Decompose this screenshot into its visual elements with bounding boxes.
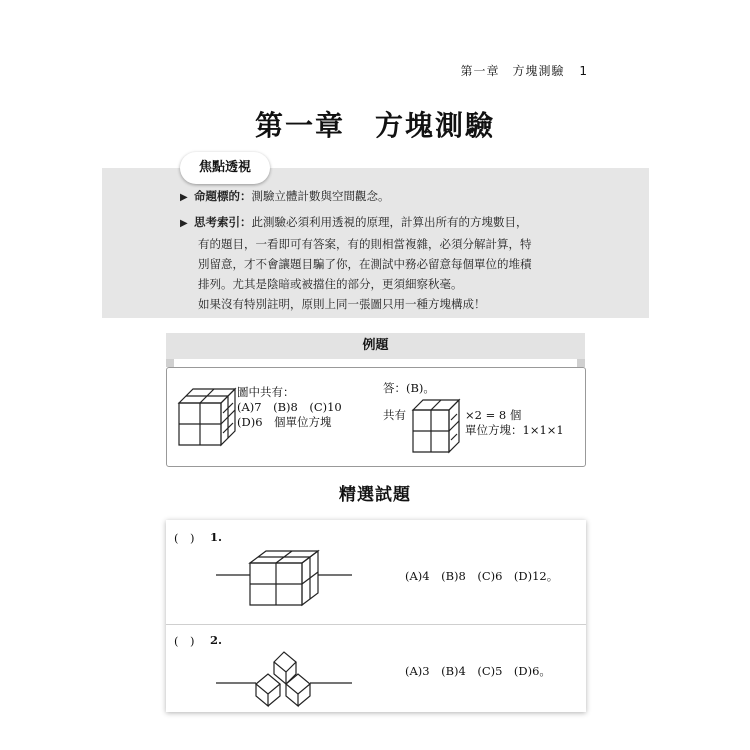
running-head	[461, 62, 588, 79]
section-title: 精選試題	[339, 485, 411, 505]
objective-text: 測驗立體計數與空間觀念。	[251, 189, 390, 203]
question-2-figure	[214, 648, 354, 710]
question-divider	[166, 624, 586, 625]
question-2-options: (A)3 (B)4 (C)5 (D)6。	[405, 664, 551, 678]
hint-text-4: 排列。尤其是陰暗或被擋住的部分，更須細察秋毫。	[198, 277, 463, 291]
question-2-paren: ( )	[174, 634, 195, 648]
question-1-paren: ( )	[174, 531, 195, 545]
triangle-bullet-icon: ▶	[180, 192, 188, 203]
example-q-line-1: 圖中共有：	[237, 385, 295, 399]
objective-label: 命題標的：	[194, 189, 252, 203]
example-q-line-3: (D)6 個單位方塊	[237, 415, 332, 429]
cube-unit-figure	[411, 396, 463, 456]
hint-line-1	[180, 212, 640, 234]
example-total-label: 共有	[383, 408, 406, 422]
example-answer: 答：(B)。	[383, 381, 435, 395]
example-box	[166, 367, 586, 467]
question-1-figure	[214, 545, 354, 610]
objective-line	[180, 186, 640, 208]
hint-text-5: 如果沒有特別註明，原則上同一張圖只用一種方塊構成！	[198, 297, 486, 311]
chapter-title: 第一章 方塊測驗	[254, 109, 495, 142]
example-bar	[166, 333, 585, 359]
example-formula-1: ×2 = 8 個	[465, 408, 522, 422]
question-2-number: 2.	[210, 633, 223, 647]
focus-tag: 焦點透視	[180, 152, 270, 184]
hint-text-2: 有的題目，一看即可有答案，有的則相當複雜，必須分解計算，特	[198, 237, 532, 251]
example-q-line-2: (A)7 (B)8 (C)10	[237, 400, 342, 414]
cube-stack-figure	[177, 383, 237, 453]
hint-text-1: 此測驗必須利用透視的原理，計算出所有的方塊數目，	[251, 215, 528, 229]
example-formula-2: 單位方塊：1×1×1	[465, 423, 564, 437]
running-head-title: 第一章 方塊測驗	[460, 64, 565, 78]
question-1-options: (A)4 (B)8 (C)6 (D)12。	[405, 569, 559, 583]
question-1-number: 1.	[210, 530, 223, 544]
hint-text-3: 別留意，才不會讓題目騙了你，在測試中務必留意每個單位的堆積	[198, 257, 532, 271]
example-bar-label: 例題	[362, 338, 389, 353]
hint-label: 思考索引：	[194, 215, 252, 229]
focus-panel	[102, 168, 649, 318]
triangle-bullet-icon: ▶	[180, 218, 188, 229]
page-number: 1	[579, 64, 588, 78]
